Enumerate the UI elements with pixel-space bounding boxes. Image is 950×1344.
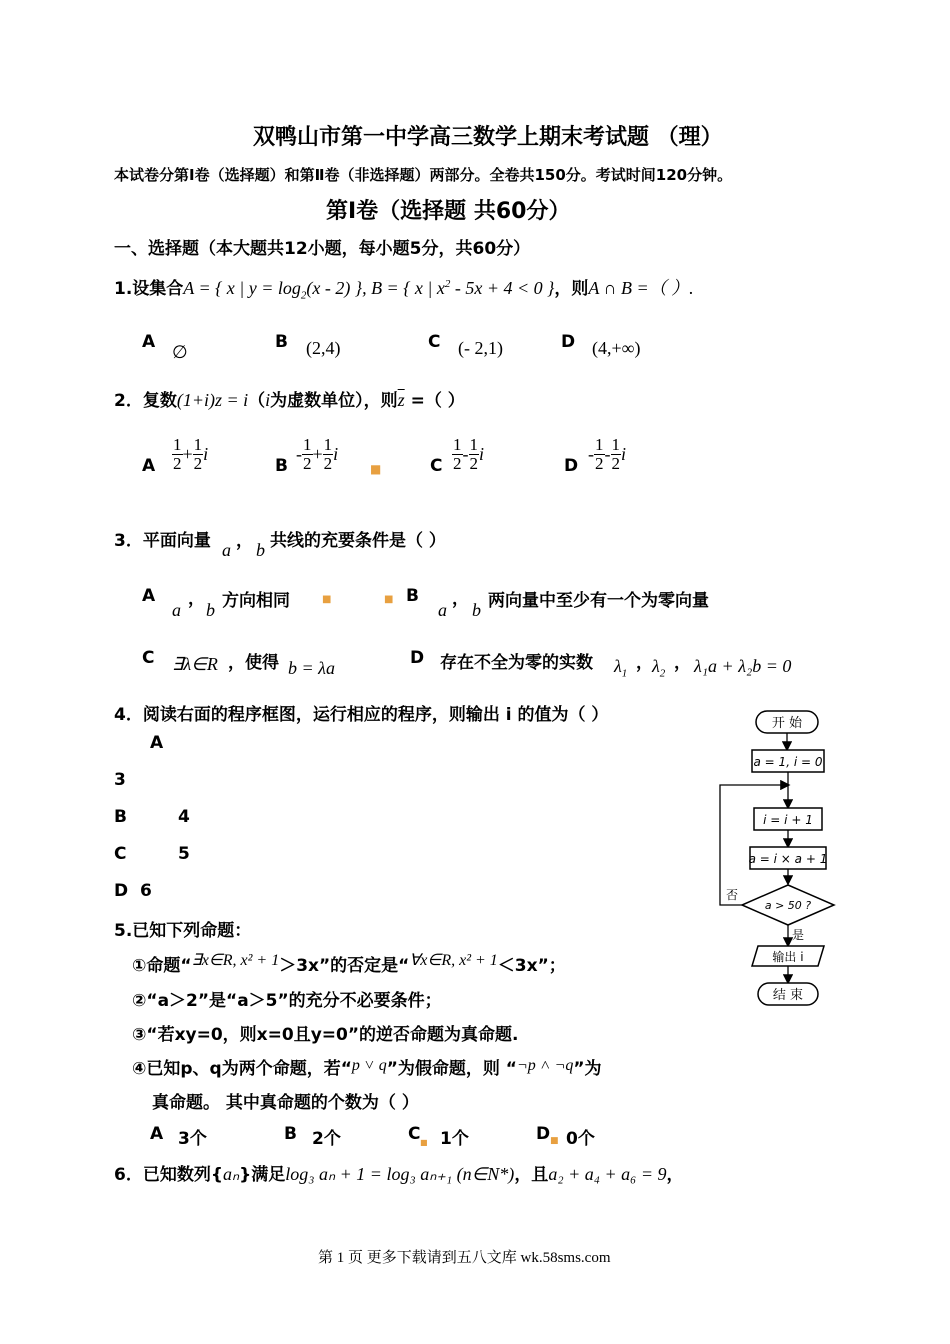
q3-option-c-expr: ∃λ∈R: [172, 654, 218, 674]
q5-p4-expr2: ¬p ˄ ¬q: [516, 1057, 574, 1074]
q4-option-b-value: 4: [178, 807, 190, 827]
q2-b-frac1-den: 2: [303, 454, 312, 473]
decorative-dot: ■: [370, 462, 382, 476]
program-flowchart: [712, 705, 842, 1010]
q2-zbar: $\overline{z}$: [397, 390, 405, 410]
q3-optA-b: b: [206, 600, 215, 620]
q5-proposition-1: [132, 950, 566, 976]
q3-option-a-text: 方向相同: [222, 591, 290, 611]
q2-option-d-value: [588, 436, 626, 473]
q1-option-c-value: (- 2,1): [458, 338, 503, 358]
q1-option-a-label: A: [142, 332, 156, 352]
q2-d-frac2-den: 2: [611, 454, 620, 473]
q5-question-line: 真命题。 其中真命题的个数为（ ）: [152, 1093, 419, 1113]
q4-option-a-value: 3: [114, 770, 126, 790]
q1-tail: ，则: [554, 279, 589, 299]
q5-option-a-label: A: [150, 1124, 164, 1144]
q2-d-op: -: [604, 444, 611, 464]
flow-output-text: 输出 i: [772, 950, 804, 964]
q2-option-b-value: [296, 436, 338, 473]
q3-optD-sep2: ，: [674, 653, 691, 673]
q1-exponent: 2: [444, 278, 451, 290]
flow-step1-text: i = i + 1: [763, 813, 813, 827]
flow-step2-text: a = i × a + 1: [748, 852, 828, 866]
q3-lambda2-sub: 2: [659, 667, 666, 680]
q2-a-frac2-den: 2: [193, 454, 203, 473]
q2-b-sign: -: [296, 444, 302, 464]
q2-b-i: i: [333, 444, 339, 464]
q3-sep: ，: [236, 531, 253, 551]
q3-optB-b: b: [472, 600, 481, 620]
exam-intro: 本试卷分第Ⅰ卷（选择题）和第Ⅱ卷（非选择题）两部分。全卷共150分。考试时间120分钟。: [114, 166, 733, 184]
q1-set-a: [183, 278, 363, 302]
flow-end-text: 结 束: [772, 988, 804, 1003]
q1-option-b-value: (2,4): [306, 338, 341, 358]
q2-option-d-label: D: [564, 456, 579, 476]
q6-stem-text: 6．已知数列{: [114, 1165, 223, 1185]
q5-p1-expr2: ∀x∈R, x² + 1: [409, 952, 498, 969]
q3-option-d-lambda1: [614, 656, 627, 680]
q2-a-frac1: [172, 436, 183, 473]
flow-loop-arrow: [720, 785, 788, 905]
q2-d-i: i: [621, 444, 627, 464]
q3-vector-a: a: [222, 540, 231, 560]
q3-option-c-label: C: [142, 648, 155, 668]
q3-option-a-label: A: [142, 586, 156, 606]
q1-set-b: [362, 278, 554, 298]
q2-a-frac1-den: 2: [173, 454, 182, 473]
q3-option-b-label: B: [406, 586, 419, 606]
q3-stem: 3．平面向量: [114, 531, 211, 551]
q2-imag: i: [265, 390, 271, 410]
q1-option-d-label: D: [561, 332, 576, 352]
q4-option-a-label: A: [150, 733, 164, 753]
q3-option-c-expr2: b = λa: [288, 658, 335, 678]
q2-c-frac2-num: 1: [469, 435, 478, 454]
q5-proposition-3: ③“若xy=0，则x=0且y=0”的逆否命题为真命题.: [132, 1025, 519, 1045]
q3-option-d-expr: λ₁a + λ₂b = 0: [694, 656, 792, 676]
q3-optB-a: a: [438, 600, 447, 620]
q2-expr: (1+i)z = i: [176, 390, 249, 410]
q2-c-i: i: [479, 444, 485, 464]
q1-set-a-text: A = { x | y = log: [183, 278, 301, 298]
q3-option-d-text: 存在不全为零的实数: [440, 653, 593, 673]
q3-option-b-text: 两向量中至少有一个为零向量: [488, 591, 709, 611]
q1-set-b-end: - 5x + 4 < 0 }: [450, 278, 555, 298]
q5-stem: 5.已知下列命题：: [114, 921, 252, 941]
q1-option-b-label: B: [275, 332, 288, 352]
exam-title: 双鸭山市第一中学高三数学上期末考试题 （理）: [253, 125, 723, 150]
q5-option-c-label: C: [408, 1124, 421, 1144]
q5-p1-pre: ①命题“: [132, 956, 192, 976]
q3-option-d-label: D: [410, 648, 425, 668]
q6-expr2: a₂ + a₄ + a₆ = 9: [548, 1164, 667, 1184]
q2-stem-text: 2．复数: [114, 391, 177, 411]
q2-stem: [114, 386, 465, 411]
q5-option-d-label: D: [536, 1124, 551, 1144]
q5-p4-tail: ”为: [573, 1059, 602, 1079]
q4-stem: 4．阅读右面的程序框图，运行相应的程序，则输出 i 的值为（ ）: [114, 705, 609, 725]
q6-expr: log₃ aₙ + 1 = log₃ aₙ₊₁ (n∈N*): [285, 1164, 515, 1184]
q1-stem-text: 1.设集合: [114, 279, 184, 299]
q2-mid: （: [248, 391, 266, 411]
q2-b-frac1-num: 1: [303, 435, 312, 454]
q2-option-b-label: B: [275, 456, 288, 476]
q4-option-b-label: B: [114, 807, 127, 827]
q6-stem: [114, 1160, 684, 1185]
q2-option-c-value: [452, 436, 484, 473]
q4-option-d-label: D: [114, 881, 129, 901]
q2-c-op: -: [462, 444, 469, 464]
q2-a-op: +: [182, 444, 193, 464]
q1-log-base: 2: [300, 289, 307, 302]
q2-c-frac1: [452, 436, 463, 473]
q1-stem: [114, 274, 694, 302]
q3-optA-a: a: [172, 600, 181, 620]
q2-d-sign: -: [588, 444, 594, 464]
q3-lambda1: λ: [614, 656, 622, 676]
q5-p1-mid: ＞3x”的否定是“: [279, 956, 410, 976]
q2-d-frac1-num: 1: [595, 435, 604, 454]
q4-option-d-value: 6: [140, 881, 152, 901]
q3-tail: 共线的充要条件是（ ）: [270, 531, 446, 551]
q6-tail: ，: [666, 1165, 684, 1185]
q2-option-a-value: [172, 436, 208, 473]
q2-d-frac2-num: 1: [611, 435, 620, 454]
q1-option-a-value: ∅: [172, 342, 188, 362]
q2-b-frac1: [302, 436, 313, 473]
q3-vector-b: b: [256, 540, 265, 560]
q2-c-frac2-den: 2: [469, 454, 478, 473]
q2-d-frac1-den: 2: [595, 454, 604, 473]
q1-ask: A ∩ B =（ ）.: [588, 278, 694, 298]
q4-option-c-value: 5: [178, 844, 190, 864]
q1-option-d-value: (4,+∞): [592, 338, 641, 358]
q2-a-frac2-num: 1: [193, 435, 203, 454]
q1-option-c-label: C: [428, 332, 441, 352]
q5-proposition-4: [132, 1054, 602, 1079]
q3-optA-sep: ，: [188, 589, 205, 609]
q5-option-d-value: 0个: [566, 1129, 595, 1149]
q2-a-frac1-num: 1: [173, 435, 182, 454]
q1-set-a-end: (x - 2) }: [306, 278, 363, 298]
q2-c-frac1-num: 1: [453, 435, 462, 454]
q3-option-c-text: ，使得: [228, 653, 279, 673]
q5-option-c-value: 1个: [440, 1129, 469, 1149]
q5-option-b-label: B: [284, 1124, 297, 1144]
section-title: 第Ⅰ卷（选择题 共60分）: [326, 199, 571, 224]
q3-option-d-lambda2: [652, 656, 665, 680]
q4-option-c-label: C: [114, 844, 127, 864]
q6-mid: }满足: [239, 1165, 286, 1185]
q5-p1-tail: ＜3x”；: [497, 956, 566, 976]
q2-a-i: i: [203, 444, 209, 464]
q5-p4-expr: p ˅ q: [351, 1057, 387, 1074]
section-instruction: 一、选择题（本大题共12小题，每小题5分，共60分）: [114, 239, 531, 259]
q3-lambda1-sub: 1: [621, 667, 628, 680]
q2-b-frac2-den: 2: [323, 454, 333, 473]
q6-mid2: ，且: [514, 1165, 549, 1185]
q2-b-frac2-num: 1: [323, 435, 333, 454]
q2-option-a-label: A: [142, 456, 156, 476]
flow-condition-text: a > 50 ?: [764, 899, 812, 912]
flow-init-text: a = 1, i = 0: [753, 755, 823, 769]
flow-yes-label: 是: [792, 928, 805, 942]
decorative-dot: ■: [322, 594, 332, 605]
q6-an: aₙ: [222, 1164, 240, 1184]
q5-option-a-value: 3个: [178, 1129, 207, 1149]
q2-c-frac2: [469, 436, 480, 473]
q1-set-b-text: , B = { x | x: [362, 278, 445, 298]
q2-c-frac1-den: 2: [453, 454, 462, 473]
q2-a-frac2: [193, 436, 204, 473]
q3-lambda2: λ: [652, 656, 660, 676]
flow-no-label: 否: [726, 888, 739, 902]
q5-proposition-2: ②“a＞2”是“a＞5”的充分不必要条件；: [132, 991, 442, 1011]
q5-p4-mid: ”为假命题，则 “: [386, 1059, 517, 1079]
decorative-dot: ■: [420, 1138, 428, 1147]
q2-mid2: 为虚数单位），则: [270, 391, 398, 411]
q5-p1-expr: ∃x∈R, x² + 1: [191, 952, 280, 969]
q2-d-frac1: [594, 436, 605, 473]
decorative-dot: ■: [384, 594, 394, 605]
q5-option-b-value: 2个: [312, 1129, 341, 1149]
q2-b-op: +: [312, 444, 323, 464]
q2-b-frac2: [323, 436, 334, 473]
flow-start-text: 开 始: [771, 716, 803, 731]
q2-d-frac2: [611, 436, 622, 473]
q3-optB-sep: ，: [452, 589, 469, 609]
q3-optD-sep1: ，: [636, 653, 653, 673]
q2-option-c-label: C: [430, 456, 443, 476]
q2-tail: =（ ）: [404, 391, 465, 411]
decorative-dot: ■: [550, 1136, 559, 1146]
page-footer: 第 1 页 更多下载请到五八文库 wk.58sms.com: [318, 1250, 611, 1266]
q5-p4-pre: ④已知p、q为两个命题，若“: [132, 1059, 352, 1079]
